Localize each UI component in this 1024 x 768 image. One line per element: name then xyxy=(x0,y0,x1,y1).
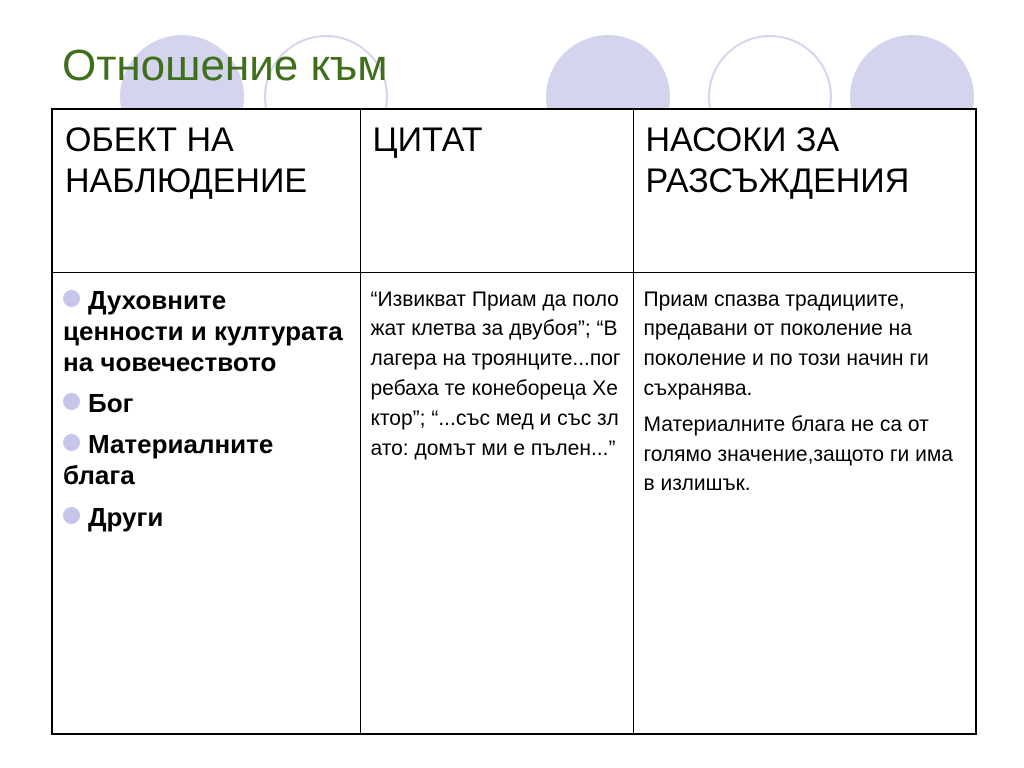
content-table xyxy=(51,108,977,735)
object-label: Духовните ценности и културата на човечеството xyxy=(63,284,343,377)
quote-text: “Извикват Приам да положат клетва за двубоя”; “В лагера на троянците...погребаха те конебореца Хектор”; “...със мед и със злато: домът ми е пълен...” xyxy=(370,287,621,460)
quote-cell xyxy=(360,272,633,734)
objects-cell xyxy=(52,272,360,734)
reasoning-paragraph-2: Материалните блага не са от голямо значение,защото ги има в излишък. xyxy=(643,412,953,496)
bullet-dot-icon xyxy=(63,290,80,307)
bullet-dot-icon xyxy=(63,393,80,410)
list-item xyxy=(63,285,350,379)
header-reasoning-directions: НАСОКИ ЗА РАЗСЪЖДЕНИЯ xyxy=(633,109,976,272)
bullet-dot-icon xyxy=(63,507,80,524)
object-label: Други xyxy=(88,501,164,532)
reasoning-cell xyxy=(633,272,976,734)
header-quote: ЦИТАТ xyxy=(360,109,633,272)
reasoning-paragraph-1: Приам спазва традициите, предавани от поколение на поколение и по този начин ги съхранява. xyxy=(643,287,929,400)
header-observation-object: ОБЕКТ НА НАБЛЮДЕНИЕ xyxy=(52,109,360,272)
slide-title: Отношение към xyxy=(62,41,388,90)
bullet-dot-icon xyxy=(63,434,80,451)
object-label: Материалните блага xyxy=(63,429,274,491)
table-row xyxy=(52,272,976,734)
object-label: Бог xyxy=(88,388,134,419)
objects-list xyxy=(63,285,350,533)
list-item xyxy=(63,502,350,533)
list-item xyxy=(63,429,350,491)
table-header-row xyxy=(52,109,976,272)
list-item xyxy=(63,388,350,419)
